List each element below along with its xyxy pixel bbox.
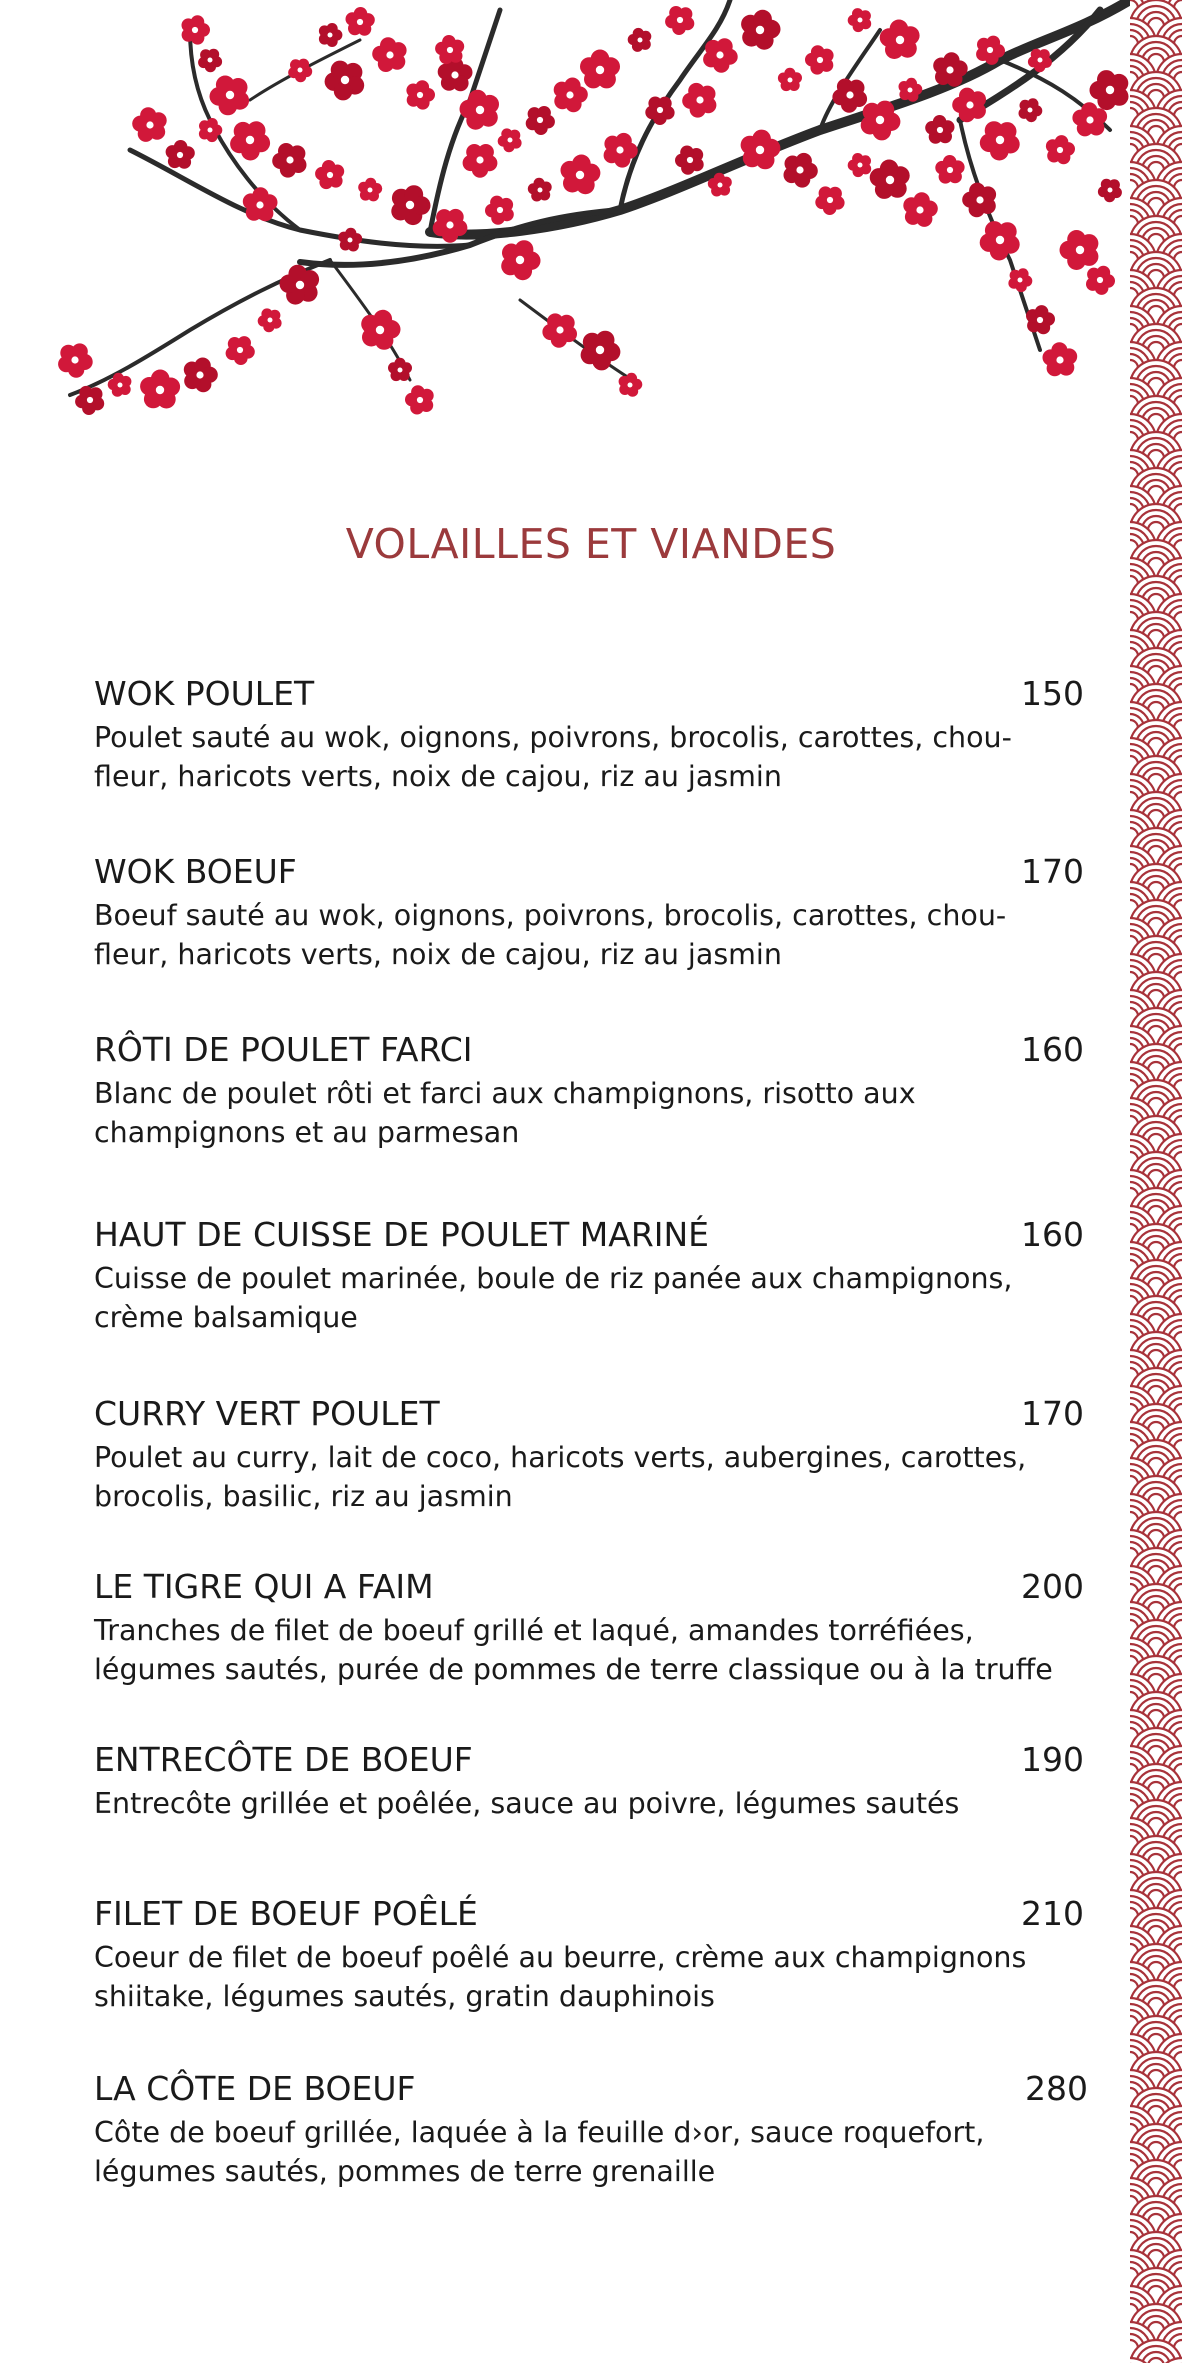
blossom-flower <box>132 107 167 142</box>
blossom-flower <box>528 178 552 202</box>
blossom-flower <box>435 35 464 64</box>
blossom-flower <box>319 23 343 47</box>
blossom-flower <box>198 49 222 73</box>
blossom-flower <box>741 10 780 50</box>
menu-item <box>94 848 1084 974</box>
blossom-flower <box>140 370 180 409</box>
menu-item-header <box>94 1026 1084 1074</box>
menu-item-name: ENTRECÔTE DE BOEUF <box>94 1740 473 1779</box>
blossom-flower <box>784 153 818 188</box>
menu-item <box>94 2065 1088 2191</box>
blossom-flower <box>372 37 406 72</box>
menu-item-name: HAUT DE CUISSE DE POULET MARINÉ <box>94 1215 710 1254</box>
menu-item-description: Tranches de filet de boeuf grillé et laqué, amandes torréfiées, légumes sautés, purée de pommes de terre classique ou à la truffe <box>94 1614 1053 1686</box>
menu-item-name: RÔTI DE POULET FARCI <box>94 1030 473 1069</box>
menu-item-price: 160 <box>1021 1215 1084 1254</box>
menu-item <box>94 670 1084 796</box>
blossom-flower <box>805 45 834 74</box>
menu-item-header <box>94 2065 1088 2113</box>
blossom-flower <box>230 121 270 160</box>
blossom-flower <box>870 160 910 199</box>
blossom-flower <box>848 8 872 32</box>
menu-item-description: Poulet sauté au wok, oignons, poivrons, brocolis, carottes, chou-fleur, haricots verts, noix de cajou, riz au jasmin <box>94 721 1012 793</box>
menu-item <box>94 1736 1084 1823</box>
blossom-flower <box>962 183 996 218</box>
blossom-flower <box>184 358 218 393</box>
blossom-flower <box>1028 49 1052 72</box>
menu-item-description: Coeur de filet de boeuf poêlé au beurre, crème aux champignons shiitake, légumes sautés, gratin dauphinois <box>94 1941 1027 2013</box>
menu-item-description: Entrecôte grillée et poêlée, sauce au poivre, légumes sautés <box>94 1787 960 1820</box>
blossom-flower <box>526 106 555 135</box>
menu-item-name: LE TIGRE QUI A FAIM <box>94 1567 434 1606</box>
blossom-flower <box>561 155 601 195</box>
blossom-flower <box>280 265 320 305</box>
blossom-flower <box>1090 70 1129 110</box>
menu-item-description: Blanc de poulet rôti et farci aux champignons, risotto aux champignons et au parmesan <box>94 1077 916 1149</box>
cherry-blossom-branch-illustration <box>0 0 1130 440</box>
blossom-flower <box>645 97 674 125</box>
blossom-flower <box>903 192 938 227</box>
blossom-flower <box>460 90 500 130</box>
blossom-flower <box>741 130 781 170</box>
menu-item-header <box>94 1890 1084 1938</box>
menu-item-description: Côte de boeuf grillée, laquée à la feuille d›or, sauce roquefort, légumes sautés, pommes de terre grenaille <box>94 2116 985 2188</box>
menu-item <box>94 1390 1084 1516</box>
blossom-flower <box>703 38 738 73</box>
blossom-flower <box>952 88 986 123</box>
menu-item <box>94 1890 1084 2016</box>
blossom-flower <box>554 78 588 113</box>
menu-item-description: Poulet au curry, lait de coco, haricots verts, aubergines, carottes, brocolis, basilic, riz au jasmin <box>94 1441 1027 1513</box>
blossom-flower <box>288 59 312 83</box>
blossom-flower <box>542 313 577 347</box>
blossom-flower <box>463 144 498 178</box>
blossom-flower <box>1086 266 1115 295</box>
blossom-flower <box>848 153 872 177</box>
blossom-flower <box>925 115 954 144</box>
menu-item-name: WOK BOEUF <box>94 852 297 891</box>
blossom-flower <box>880 20 920 60</box>
menu-item-header <box>94 1211 1084 1259</box>
menu-item-description: Boeuf sauté au wok, oignons, poivrons, brocolis, carottes, chou-fleur, haricots verts, noix de cajou, riz au jasmin <box>94 899 1007 971</box>
menu-item <box>94 1026 1084 1152</box>
blossom-flower <box>315 160 344 189</box>
blossom-flower <box>182 15 211 44</box>
wave-pattern-border <box>1130 0 1182 2363</box>
blossom-flower <box>391 185 430 225</box>
blossom-flower <box>1019 98 1043 122</box>
blossom-flower <box>935 155 964 184</box>
menu-item-header <box>94 1390 1084 1438</box>
blossom-flower <box>580 50 620 89</box>
menu-item <box>94 1211 1084 1337</box>
menu-item-price: 190 <box>1021 1740 1084 1779</box>
menu-item <box>94 1563 1084 1689</box>
menu-item-price: 210 <box>1021 1894 1084 1933</box>
blossom-flower <box>1008 268 1032 292</box>
menu-item-price: 150 <box>1021 674 1084 713</box>
blossom-flower <box>980 221 1020 260</box>
blossom-flower <box>581 331 621 371</box>
blossom-flower <box>58 343 93 377</box>
blossom-flower <box>498 128 522 152</box>
section-title: VOLAILLES ET VIANDES <box>345 520 837 568</box>
blossom-flower <box>1026 305 1055 334</box>
blossom-flower <box>1046 135 1075 164</box>
blossom-flower <box>325 61 365 101</box>
blossom-flower <box>815 186 844 215</box>
menu-item-name: LA CÔTE DE BOEUF <box>94 2069 416 2108</box>
menu-item-name: FILET DE BOEUF POÊLÉ <box>94 1894 478 1933</box>
blossom-flower <box>682 83 716 118</box>
blossom-flower <box>675 146 704 175</box>
blossom-flower <box>243 187 278 221</box>
blossom-flower <box>388 358 412 381</box>
blossom-flower <box>501 240 540 280</box>
menu-item-price: 200 <box>1021 1567 1084 1606</box>
blossom-flower <box>272 143 306 178</box>
menu-item-header <box>94 1736 1084 1784</box>
blossom-flower <box>832 79 867 113</box>
blossom-flower <box>619 373 643 397</box>
blossom-flower <box>166 140 195 169</box>
menu-item-price: 170 <box>1021 852 1084 891</box>
blossom-flower <box>358 178 382 202</box>
blossom-flower <box>346 7 375 36</box>
blossom-flower <box>628 28 652 52</box>
blossom-flower <box>665 6 694 35</box>
menu-item-price: 160 <box>1021 1030 1084 1069</box>
menu-item-price: 280 <box>1025 2069 1088 2108</box>
blossom-flower <box>258 308 282 332</box>
menu-item-header <box>94 848 1084 896</box>
menu-item-description: Cuisse de poulet marinée, boule de riz panée aux champignons, crème balsamique <box>94 1262 1013 1334</box>
blossom-flower <box>406 80 435 109</box>
blossom-flower <box>1098 179 1122 203</box>
blossom-flower <box>485 196 514 225</box>
blossom-flower <box>405 385 434 414</box>
blossom-flower <box>1043 342 1078 376</box>
blossom-flower <box>1060 230 1099 270</box>
blossom-flower <box>361 310 400 350</box>
blossom-flower <box>226 336 255 365</box>
blossom-flower <box>980 121 1020 160</box>
menu-item-name: CURRY VERT POULET <box>94 1394 440 1433</box>
blossom-flower <box>338 228 362 252</box>
menu-item-header <box>94 1563 1084 1611</box>
blossom-flower <box>210 76 250 116</box>
blossom-flower <box>778 68 802 91</box>
menu-item-name: WOK POULET <box>94 674 315 713</box>
menu-item-price: 170 <box>1021 1394 1084 1433</box>
menu-item-header <box>94 670 1084 718</box>
